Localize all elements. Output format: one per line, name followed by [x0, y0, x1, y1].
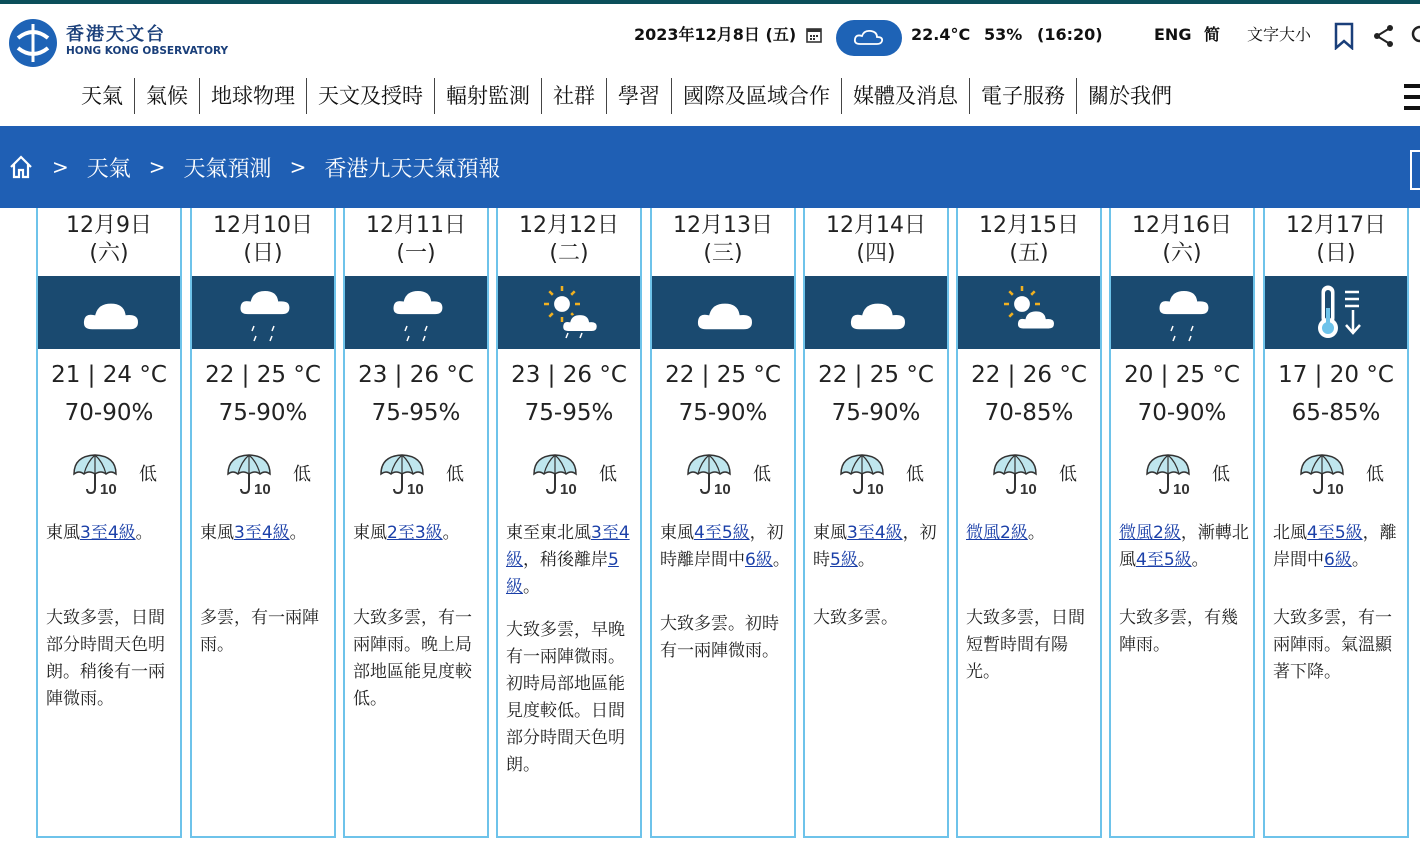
forecast-weekday: (六)	[89, 241, 129, 266]
update-time: (16:20)	[1037, 25, 1103, 44]
psr-indicator[interactable]	[71, 452, 161, 498]
forecast-weather-icon-box[interactable]	[1111, 276, 1253, 349]
svg-text:10: 10	[1020, 481, 1037, 498]
umbrella-icon	[838, 452, 894, 498]
umbrella-icon	[991, 452, 1047, 498]
psr-level: 低	[1212, 464, 1230, 485]
wind-text: 東風	[200, 523, 234, 543]
umbrella-icon	[71, 452, 127, 498]
wind-force-link[interactable]: 6級	[1324, 550, 1352, 570]
forecast-date-header	[498, 212, 640, 268]
forecast-humidity: 70-90%	[1137, 400, 1227, 426]
forecast-humidity: 75-90%	[831, 400, 921, 426]
wind-text: 北風	[1273, 523, 1307, 543]
forecast-wind	[200, 520, 330, 547]
forecast-temperature: 22 | 25 °C	[665, 362, 781, 388]
side-panel-toggle[interactable]	[1410, 150, 1420, 190]
umbrella-icon	[685, 452, 741, 498]
forecast-day-card	[36, 208, 182, 838]
svg-text:10: 10	[407, 481, 424, 498]
forecast-date: 12月17日	[1286, 213, 1386, 238]
forecast-date: 12月9日	[66, 213, 152, 238]
forecast-date-header	[345, 212, 487, 268]
font-size-link[interactable]: 文字大小	[1247, 25, 1312, 44]
breadcrumb-separator: >	[52, 155, 69, 179]
forecast-weather-icon-box[interactable]	[1265, 276, 1407, 349]
light-rain-icon	[192, 276, 338, 349]
forecast-date-header	[1111, 212, 1253, 268]
search-icon[interactable]	[1408, 24, 1420, 48]
forecast-wind	[813, 520, 943, 574]
wind-force-link[interactable]: 3至4級	[847, 523, 903, 543]
lang-sc-link[interactable]: 简	[1204, 25, 1221, 44]
forecast-temperature: 17 | 20 °C	[1278, 362, 1394, 388]
forecast-date: 12月15日	[979, 213, 1079, 238]
forecast-weekday: (一)	[396, 241, 436, 266]
wind-force-link[interactable]: 5級	[506, 550, 619, 597]
umbrella-icon	[531, 452, 587, 498]
cloudy-icon	[652, 276, 798, 349]
logo-text-zh: 香港天文台	[66, 24, 166, 45]
forecast-weekday: (二)	[549, 241, 589, 266]
nav-about[interactable]: 關於我們	[1088, 84, 1172, 108]
forecast-date: 12月14日	[826, 213, 926, 238]
site-header	[0, 4, 1420, 124]
temperature-drop-icon	[1265, 276, 1411, 349]
psr-level: 低	[753, 464, 771, 485]
psr-level: 低	[906, 464, 924, 485]
svg-text:10: 10	[1173, 481, 1190, 498]
breadcrumb-forecast[interactable]: 天氣預測	[183, 156, 272, 182]
nav-weather[interactable]: 天氣	[70, 78, 135, 114]
wind-text: 。	[523, 577, 540, 597]
forecast-description: 大致多雲，有一兩陣雨。氣溫顯著下降。	[1273, 608, 1392, 682]
nav-geophysics[interactable]: 地球物理	[200, 78, 307, 114]
wind-text: 東至東北風	[506, 523, 591, 543]
current-weather-button[interactable]	[836, 20, 902, 56]
forecast-wind	[1273, 520, 1403, 574]
home-icon[interactable]	[8, 154, 34, 180]
nav-eservices[interactable]: 電子服務	[970, 78, 1077, 114]
forecast-weather-icon-box[interactable]	[652, 276, 794, 349]
forecast-humidity: 70-85%	[984, 400, 1074, 426]
wind-force-link[interactable]: 2至3級	[387, 523, 443, 543]
wind-text: 。	[772, 550, 790, 570]
current-temperature: 22.4°C	[911, 25, 971, 44]
forecast-temperature: 22 | 25 °C	[205, 362, 321, 388]
forecast-wind	[1119, 520, 1249, 574]
forecast-date: 12月10日	[213, 213, 313, 238]
forecast-weekday: (四)	[856, 241, 896, 266]
breadcrumb-weather[interactable]: 天氣	[86, 156, 131, 182]
wind-text: 東風	[46, 523, 80, 543]
wind-text: ，初時	[813, 523, 937, 570]
psr-level: 低	[446, 464, 464, 485]
forecast-humidity: 75-90%	[678, 400, 768, 426]
wind-force-link[interactable]: 微風2級	[966, 523, 1028, 543]
menu-icon[interactable]	[1404, 84, 1420, 110]
forecast-day-card	[956, 208, 1102, 838]
forecast-description: 大致多雲，有幾陣雨。	[1119, 608, 1238, 655]
forecast-wind	[46, 520, 176, 547]
wind-text: 。	[442, 523, 460, 543]
umbrella-icon	[1144, 452, 1200, 498]
umbrella-icon	[1298, 452, 1354, 498]
wind-text: ，漸轉北風	[1119, 523, 1249, 570]
wind-text: 。	[135, 523, 153, 543]
wind-force-link[interactable]: 3至4級	[234, 523, 290, 543]
forecast-weather-icon-box[interactable]	[192, 276, 334, 349]
forecast-date: 12月16日	[1132, 213, 1232, 238]
psr-level: 低	[139, 464, 157, 485]
nav-astronomy[interactable]: 天文及授時	[307, 78, 435, 114]
forecast-description: 大致多雲。	[813, 608, 898, 628]
forecast-wind	[506, 520, 636, 601]
breadcrumb-current: 香港九天天氣預報	[324, 156, 501, 182]
nav-learning[interactable]: 學習	[607, 78, 672, 114]
wind-force-link[interactable]: 5級	[830, 550, 858, 570]
svg-text:10: 10	[254, 481, 271, 498]
forecast-date: 12月11日	[366, 213, 466, 238]
psr-indicator[interactable]	[225, 452, 315, 498]
forecast-temperature: 22 | 26 °C	[971, 362, 1087, 388]
forecast-temperature: 22 | 25 °C	[818, 362, 934, 388]
wind-text: ，初時離岸間中	[660, 523, 784, 570]
umbrella-icon	[225, 452, 281, 498]
current-cloud-icon	[836, 20, 902, 56]
forecast-date-header	[958, 212, 1100, 268]
wind-text: 。	[857, 550, 875, 570]
svg-text:10: 10	[560, 481, 577, 498]
psr-indicator[interactable]	[531, 452, 621, 498]
weather-status-bar	[0, 20, 1420, 50]
svg-text:10: 10	[867, 481, 884, 498]
svg-text:10: 10	[714, 481, 731, 498]
psr-level: 低	[1059, 464, 1077, 485]
forecast-day-card	[1109, 208, 1255, 838]
forecast-weekday: (三)	[703, 241, 743, 266]
forecast-wind	[966, 520, 1096, 547]
nav-radiation[interactable]: 輻射監測	[435, 78, 542, 114]
forecast-temperature: 23 | 26 °C	[358, 362, 474, 388]
cloudy-icon	[38, 276, 184, 349]
forecast-day-card	[650, 208, 796, 838]
share-icon[interactable]	[1372, 24, 1396, 48]
psr-indicator[interactable]	[838, 452, 928, 498]
forecast-description: 多雲，有一兩陣雨。	[200, 608, 319, 655]
logo-text-en: HONG KONG OBSERVATORY	[66, 45, 229, 57]
psr-indicator[interactable]	[991, 452, 1081, 498]
forecast-day-card	[803, 208, 949, 838]
svg-text:10: 10	[1327, 481, 1344, 498]
nav-community[interactable]: 社群	[542, 78, 607, 114]
forecast-humidity: 75-95%	[371, 400, 461, 426]
wind-text: 。	[1351, 550, 1369, 570]
umbrella-icon	[378, 452, 434, 498]
forecast-date: 12月12日	[519, 213, 619, 238]
wind-text: 。	[1191, 550, 1209, 570]
forecast-description: 大致多雲，日間部分時間天色明朗。稍後有一兩陣微雨。	[46, 608, 165, 709]
forecast-date-header	[652, 212, 794, 268]
forecast-weather-icon-box[interactable]	[345, 276, 487, 349]
wind-force-link[interactable]: 6級	[745, 550, 773, 570]
nine-day-forecast	[0, 208, 1420, 842]
wind-force-link[interactable]: 微風2級	[1119, 523, 1181, 543]
forecast-day-card	[343, 208, 489, 838]
wind-force-link[interactable]: 4至5級	[694, 523, 750, 543]
psr-indicator[interactable]	[685, 452, 775, 498]
wind-text: ，離岸間中	[1273, 523, 1397, 570]
breadcrumb-separator: >	[289, 155, 307, 179]
forecast-weather-icon-box[interactable]	[38, 276, 180, 349]
forecast-weekday: (五)	[1009, 241, 1049, 266]
current-date: 2023年12月8日 (五)	[634, 25, 797, 44]
forecast-day-card	[1263, 208, 1409, 838]
forecast-date-header	[1265, 212, 1407, 268]
nav-media[interactable]: 媒體及消息	[842, 78, 970, 114]
wind-text: 東風	[660, 523, 694, 543]
psr-indicator[interactable]	[1298, 452, 1388, 498]
wind-text: 。	[1027, 523, 1045, 543]
forecast-humidity: 75-95%	[524, 400, 614, 426]
breadcrumb-separator: >	[148, 155, 166, 179]
breadcrumb	[0, 126, 1420, 208]
cloudy-icon	[805, 276, 951, 349]
wind-text: 東風	[813, 523, 847, 543]
forecast-day-card	[190, 208, 336, 838]
sunny-periods-rain-icon	[498, 276, 644, 349]
light-rain-icon	[345, 276, 491, 349]
forecast-temperature: 21 | 24 °C	[51, 362, 167, 388]
wind-text: 。	[289, 523, 307, 543]
nav-international[interactable]: 國際及區域合作	[672, 78, 842, 114]
nav-climate[interactable]: 氣候	[135, 78, 200, 114]
current-humidity: 53%	[984, 25, 1023, 44]
forecast-day-card	[496, 208, 642, 838]
wind-force-link[interactable]: 3至4級	[506, 523, 630, 570]
main-nav	[70, 78, 1183, 114]
bookmark-icon[interactable]	[1334, 22, 1354, 50]
forecast-humidity: 65-85%	[1291, 400, 1381, 426]
forecast-description: 大致多雲，日間短暫時間有陽光。	[966, 608, 1085, 682]
psr-level: 低	[599, 464, 617, 485]
psr-indicator[interactable]	[1144, 452, 1234, 498]
forecast-humidity: 75-90%	[218, 400, 308, 426]
forecast-date-header	[805, 212, 947, 268]
forecast-temperature: 23 | 26 °C	[511, 362, 627, 388]
wind-force-link[interactable]: 4至5級	[1136, 550, 1192, 570]
forecast-temperature: 20 | 25 °C	[1124, 362, 1240, 388]
calendar-icon[interactable]	[806, 27, 822, 43]
forecast-description: 大致多雲，早晚有一兩陣微雨。初時局部地區能見度較低。日間部分時間天色明朗。	[506, 620, 625, 775]
forecast-wind	[353, 520, 483, 547]
forecast-weather-icon-box[interactable]	[805, 276, 947, 349]
forecast-wind	[660, 520, 790, 574]
svg-text:10: 10	[100, 481, 117, 498]
lang-eng-link[interactable]: ENG	[1154, 25, 1192, 44]
forecast-weather-icon-box[interactable]	[498, 276, 640, 349]
forecast-weather-icon-box[interactable]	[958, 276, 1100, 349]
forecast-weekday: (日)	[243, 241, 283, 266]
psr-level: 低	[1366, 464, 1384, 485]
forecast-date-header	[192, 212, 334, 268]
wind-text: ，稍後離岸	[523, 550, 608, 570]
forecast-humidity: 70-90%	[64, 400, 154, 426]
wind-text: 東風	[353, 523, 387, 543]
wind-force-link[interactable]: 3至4級	[80, 523, 136, 543]
light-rain-icon	[1111, 276, 1257, 349]
forecast-weekday: (日)	[1316, 241, 1356, 266]
forecast-description: 大致多雲，有一兩陣雨。晚上局部地區能見度較低。	[353, 608, 472, 709]
psr-indicator[interactable]	[378, 452, 468, 498]
forecast-description: 大致多雲。初時有一兩陣微雨。	[660, 614, 779, 661]
wind-force-link[interactable]: 4至5級	[1307, 523, 1363, 543]
sunny-periods-icon	[958, 276, 1104, 349]
psr-level: 低	[293, 464, 311, 485]
forecast-date: 12月13日	[673, 213, 773, 238]
forecast-date-header	[38, 212, 180, 268]
forecast-weekday: (六)	[1162, 241, 1202, 266]
